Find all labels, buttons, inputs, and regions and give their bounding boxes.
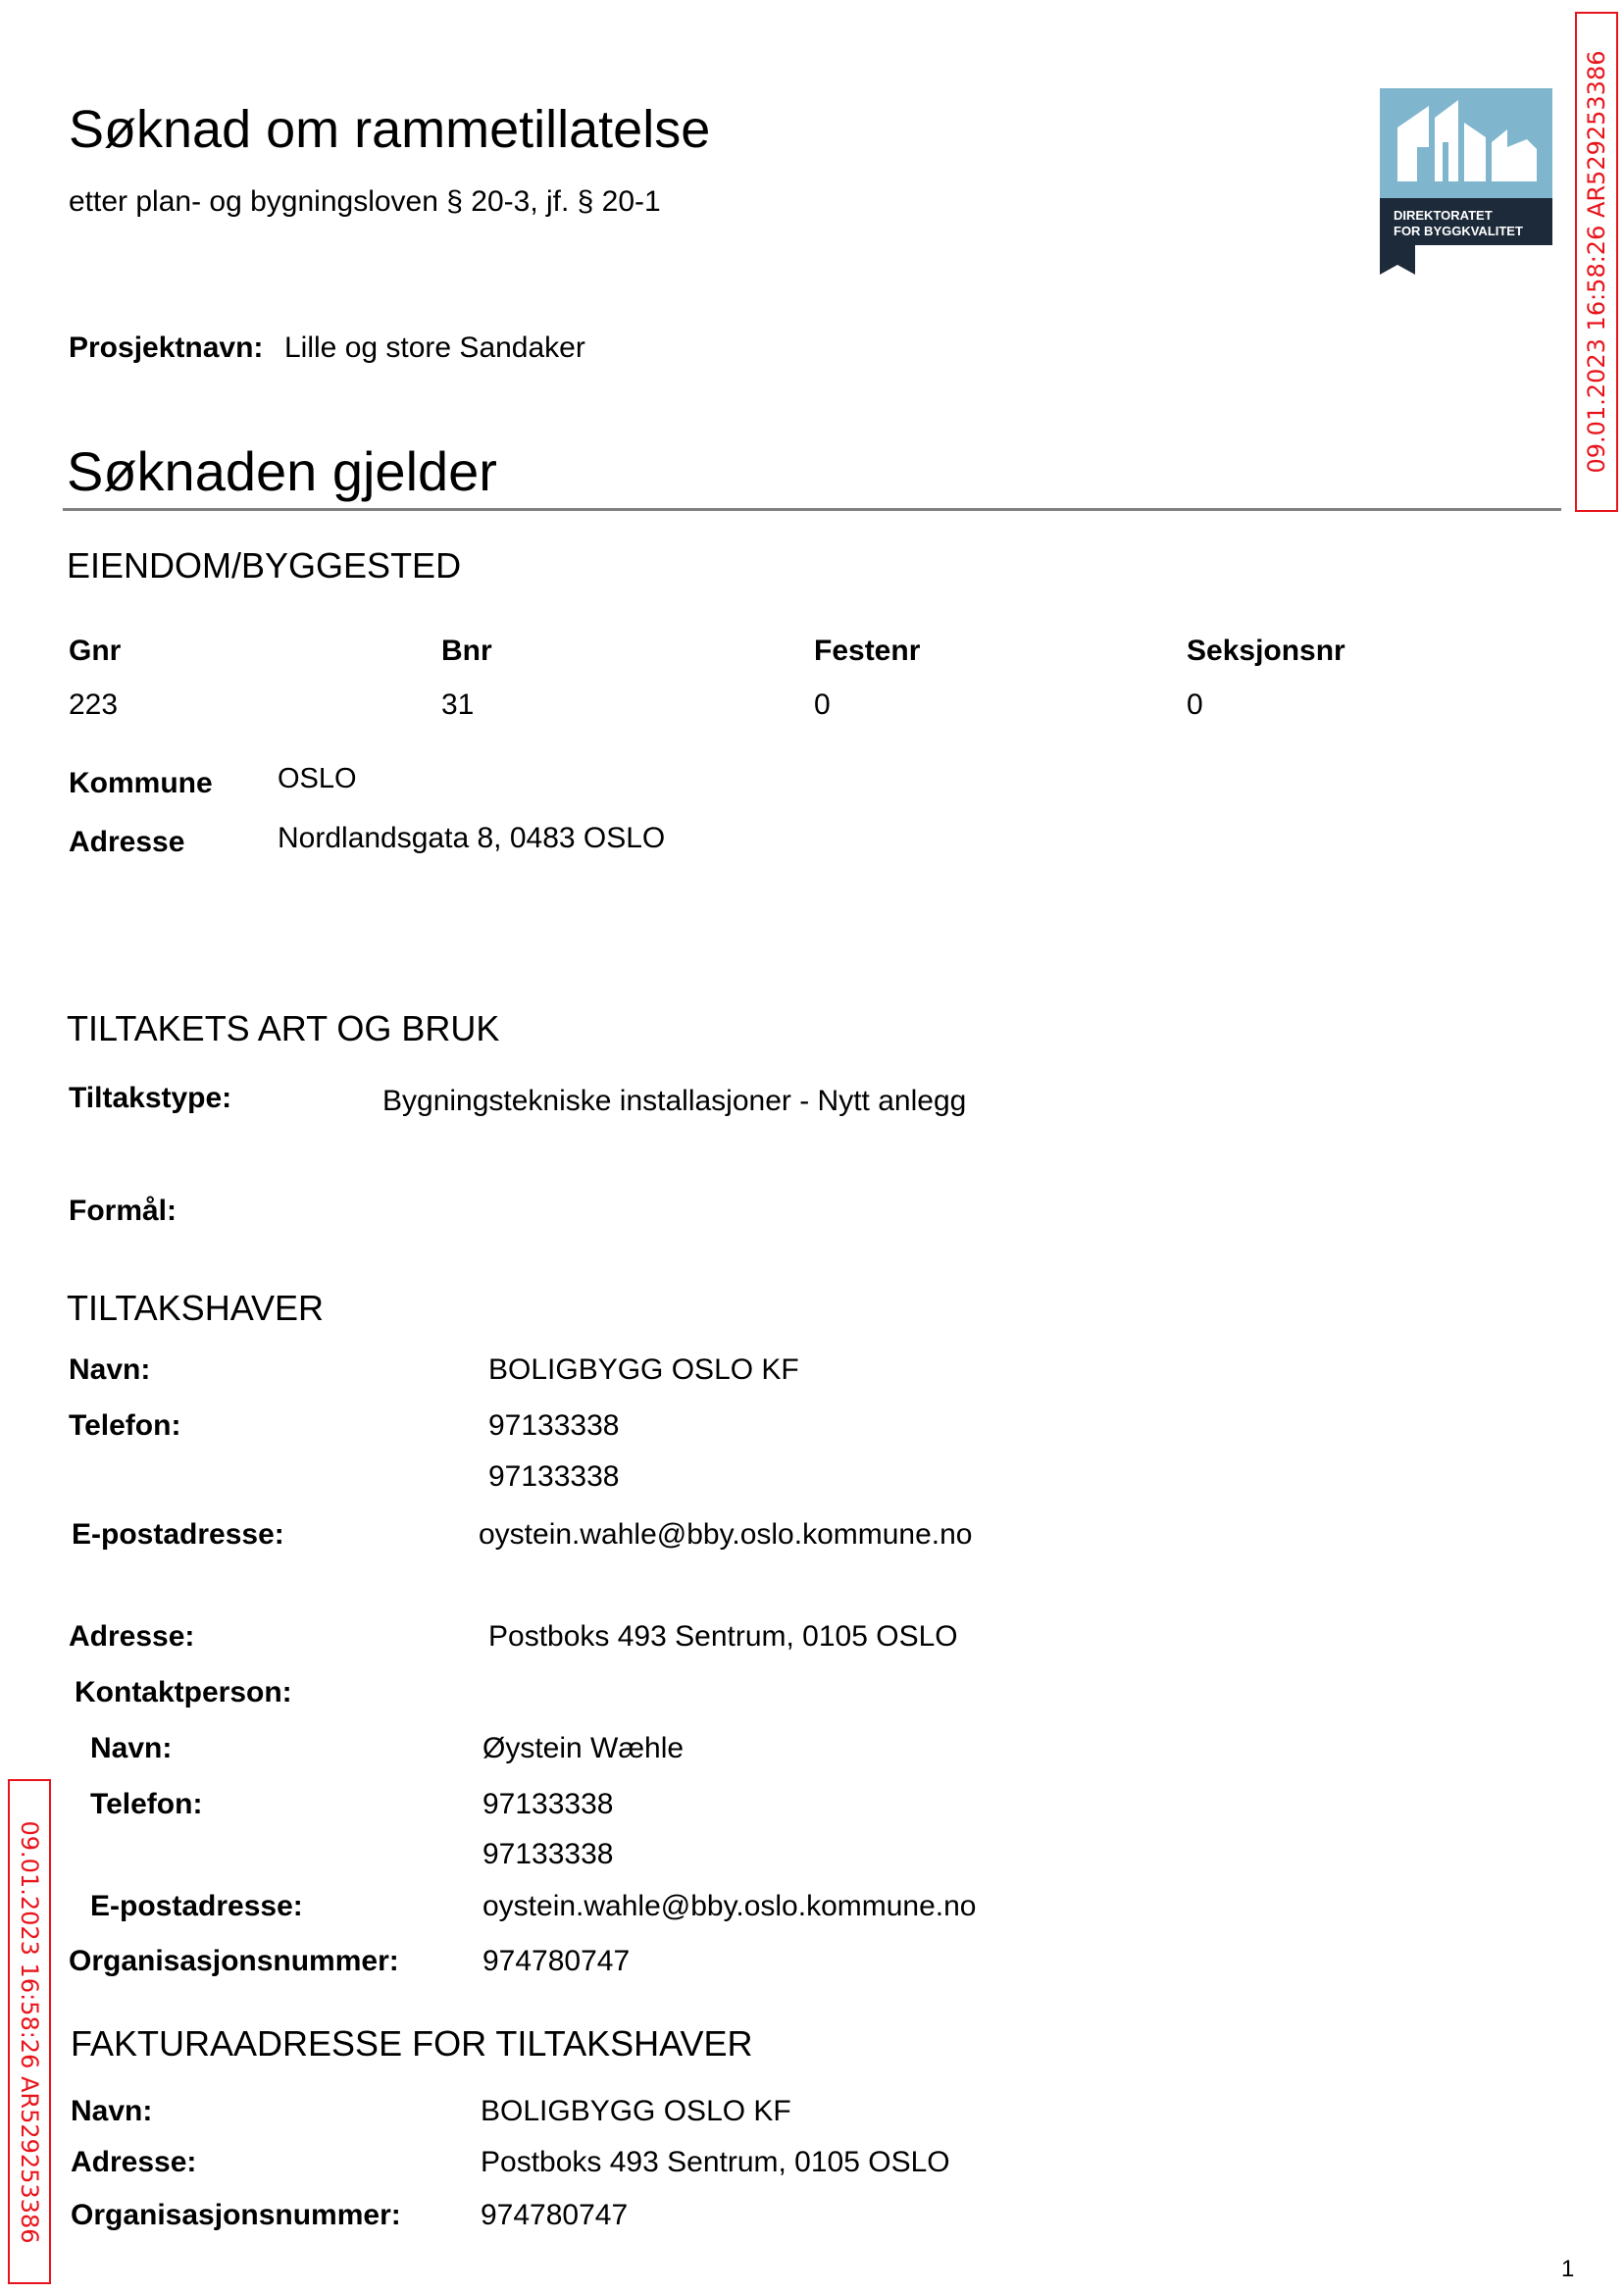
invoice-org-value: 974780747 [481,2199,629,2231]
document-subtitle: etter plan- og bygningsloven § 20-3, jf. § 20-1 [69,185,661,218]
owner-name-label: Navn: [69,1353,151,1386]
contact-phone-label: Telefon: [90,1788,203,1820]
property-heading: EIENDOM/BYGGESTED [67,545,462,586]
stamp-text-top: 09.01.2023 16:58:26 AR529253386 [1583,50,1610,474]
purpose-label: Formål: [69,1195,178,1227]
owner-phone-value-2: 97133338 [488,1460,620,1493]
bnr-label: Bnr [441,635,492,667]
owner-email-label: E-postadresse: [72,1518,284,1551]
contact-email-value: oystein.wahle@bby.oslo.kommune.no [482,1890,977,1922]
owner-heading: TILTAKSHAVER [67,1288,325,1328]
section-divider [63,508,1561,511]
logo-text-line1: DIREKTORATET [1394,208,1493,223]
owner-phone-label: Telefon: [69,1409,181,1442]
receipt-stamp-top [1575,12,1618,512]
kommune-value: OSLO [278,763,357,794]
dibk-logo [1380,88,1552,275]
owner-name-value: BOLIGBYGG OSLO KF [488,1353,799,1386]
seksjonsnr-value: 0 [1187,688,1203,721]
gnr-label: Gnr [69,635,122,667]
owner-email-value: oystein.wahle@bby.oslo.kommune.no [479,1518,973,1551]
measure-type-label: Tiltakstype: [69,1082,232,1114]
festenr-label: Festenr [814,635,921,667]
project-name-value: Lille og store Sandaker [284,331,585,364]
contact-name-label: Navn: [90,1732,173,1764]
bnr-value: 31 [441,688,475,721]
adresse-value: Nordlandsgata 8, 0483 OSLO [278,822,666,854]
stamp-text-bottom: 09.01.2023 16:58:26 AR529253386 [16,1820,43,2243]
invoice-address-label: Adresse: [71,2146,197,2178]
invoice-name-label: Navn: [71,2095,153,2127]
measure-heading: TILTAKETS ART OG BRUK [67,1008,500,1048]
kommune-label: Kommune [69,767,213,799]
seksjonsnr-label: Seksjonsnr [1187,635,1345,667]
contact-phone-value-2: 97133338 [482,1838,614,1870]
invoice-org-label: Organisasjonsnummer: [71,2199,401,2231]
receipt-stamp-bottom [8,1779,51,2284]
document-title: Søknad om rammetillatelse [69,100,711,159]
owner-phone-value-1: 97133338 [488,1409,620,1442]
dibk-logo-graphic [1380,88,1552,275]
festenr-value: 0 [814,688,831,721]
contact-phone-value-1: 97133338 [482,1788,614,1820]
owner-address-value: Postboks 493 Sentrum, 0105 OSLO [488,1620,958,1653]
logo-text-line2: FOR BYGGKVALITET [1394,224,1523,238]
page-number: 1 [1561,2256,1575,2282]
owner-org-value: 974780747 [482,1945,631,1977]
adresse-label: Adresse [69,826,185,858]
project-name-label: Prosjektnavn: [69,331,264,364]
measure-type-value: Bygningstekniske installasjoner - Nytt anlegg [382,1085,967,1117]
contact-email-label: E-postadresse: [90,1890,303,1922]
contact-name-value: Øystein Wæhle [482,1732,685,1764]
invoice-address-value: Postboks 493 Sentrum, 0105 OSLO [481,2146,950,2178]
owner-address-label: Adresse: [69,1620,195,1653]
invoice-heading: FAKTURAADRESSE FOR TILTAKSHAVER [71,2023,753,2064]
gnr-value: 223 [69,688,119,721]
contact-person-label: Kontaktperson: [75,1676,292,1708]
owner-org-label: Organisasjonsnummer: [69,1945,399,1977]
invoice-name-value: BOLIGBYGG OSLO KF [481,2095,791,2127]
application-heading: Søknaden gjelder [67,440,497,502]
